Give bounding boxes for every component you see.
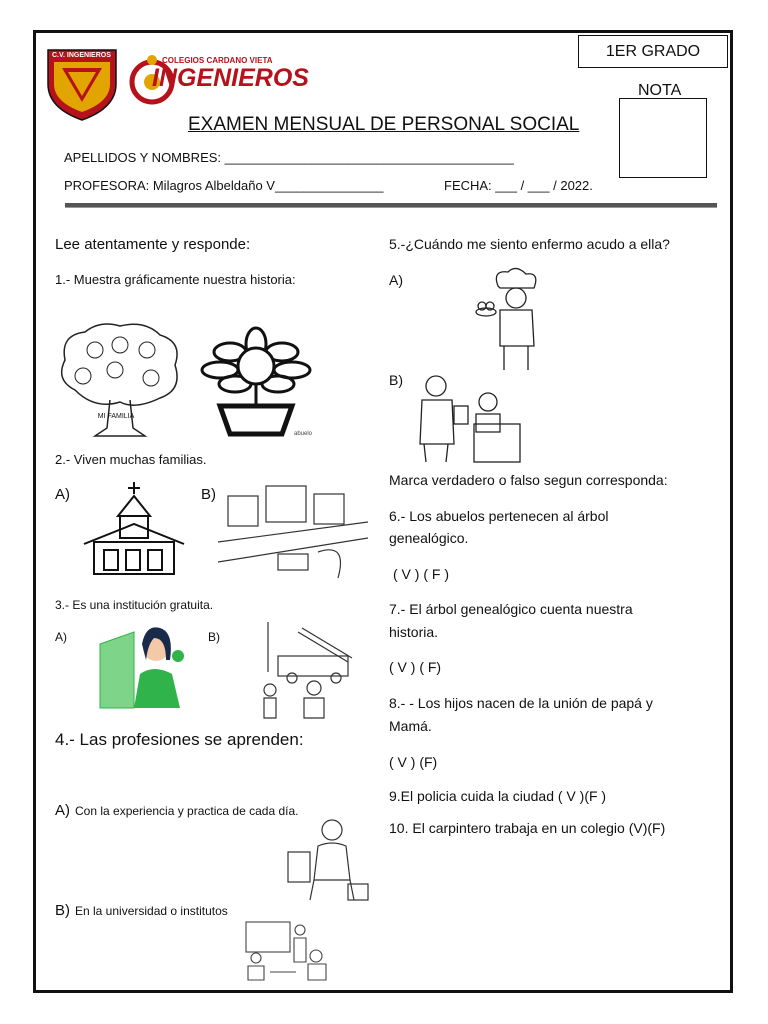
apellidos-field[interactable]: APELLIDOS Y NOMBRES: ________________________________________ (64, 150, 514, 165)
flower-pot-drawing (190, 326, 320, 438)
question-6-line1: 6.- Los abuelos pertenecen al árbol (389, 508, 609, 524)
question-7-options[interactable]: ( V ) ( F) (389, 659, 442, 675)
firefighters-drawing (258, 612, 368, 722)
question-7-line2: historia. (389, 624, 439, 640)
family-tree-drawing (55, 320, 185, 440)
nota-box[interactable] (619, 98, 707, 178)
profesora-field: PROFESORA: Milagros Albeldaño V_______________ (64, 178, 384, 193)
city-drawing (218, 482, 368, 582)
tree-label: MI FAMILIA (97, 413, 135, 420)
q3-option-a[interactable]: A) (55, 630, 67, 644)
chef-drawing (472, 266, 552, 374)
q4-option-b-letter[interactable]: B) (55, 902, 70, 919)
question-3: 3.- Es una institución gratuita. (55, 598, 214, 612)
q3-option-b[interactable]: B) (208, 630, 220, 644)
header-divider (65, 203, 717, 208)
brand-big-text: INGENIEROS (152, 64, 309, 92)
mechanic-drawing (284, 816, 374, 902)
question-6-line2: genealógico. (389, 530, 469, 546)
question-9[interactable]: 9.El policia cuida la ciudad ( V )(F ) (389, 788, 607, 804)
church-drawing (80, 480, 188, 576)
question-6-options[interactable]: ( V ) ( F ) (393, 566, 449, 582)
nurse-hospital-drawing (94, 614, 194, 710)
question-7-line1: 7.- El árbol genealógico cuenta nuestra (389, 601, 633, 617)
tf-instructions: Marca verdadero o falso segun corresponda: (389, 472, 668, 488)
question-5: 5.-¿Cuándo me siento enfermo acudo a ella? (389, 236, 670, 252)
q2-option-b[interactable]: B) (201, 486, 216, 503)
question-8-line2: Mamá. (389, 718, 432, 734)
q5-option-a[interactable]: A) (389, 272, 403, 288)
q4-option-a: Con la experiencia y practica de cada día. (75, 804, 299, 818)
nota-label: NOTA (638, 82, 682, 99)
fecha-field[interactable]: FECHA: ___ / ___ / 2022. (444, 178, 593, 193)
question-10[interactable]: 10. El carpintero trabaja en un colegio (V)(F) (389, 820, 666, 836)
flower-caption: abuelo (294, 431, 313, 437)
q4-option-a-letter[interactable]: A) (55, 802, 70, 819)
question-4: 4.- Las profesiones se aprenden: (55, 730, 304, 749)
exam-title: EXAMEN MENSUAL DE PERSONAL SOCIAL (188, 114, 580, 135)
grade-box: 1ER GRADO (578, 35, 728, 68)
shield-text: C.V. INGENIEROS (52, 52, 111, 59)
intro-text: Lee atentamente y responde: (55, 236, 251, 253)
classroom-drawing (236, 918, 336, 982)
q4-option-b: En la universidad o institutos (75, 904, 228, 918)
question-8-line1: 8.- - Los hijos nacen de la unión de papá y (389, 695, 653, 711)
question-2: 2.- Viven muchas familias. (55, 452, 207, 467)
question-1: 1.- Muestra gráficamente nuestra historia: (55, 272, 296, 287)
q2-option-a[interactable]: A) (55, 486, 70, 503)
brand-small-text: COLEGIOS CARDANO VIETA (162, 56, 273, 65)
q5-option-b[interactable]: B) (389, 372, 403, 388)
nurse-doctor-drawing (414, 372, 524, 464)
question-8-options[interactable]: ( V ) (F) (389, 754, 438, 770)
